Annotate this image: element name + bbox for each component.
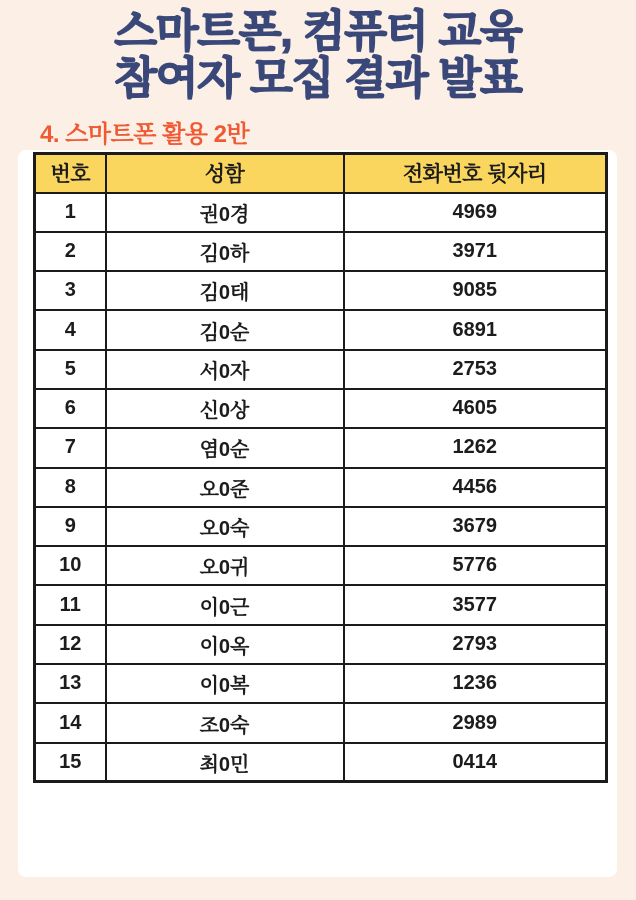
row-number-cell: 1 [35, 193, 106, 232]
name-cell: 김0태 [106, 271, 344, 310]
phone-cell: 0414 [344, 743, 607, 782]
name-cell: 오0준 [106, 468, 344, 507]
table-panel [18, 150, 617, 877]
name-cell: 오0귀 [106, 546, 344, 585]
row-number-cell: 11 [35, 585, 106, 624]
table-row [35, 350, 607, 389]
phone-cell: 1236 [344, 664, 607, 703]
table-body [35, 193, 607, 782]
name-cell: 신0상 [106, 389, 344, 428]
row-number-cell: 15 [35, 743, 106, 782]
name-cell: 이0근 [106, 585, 344, 624]
row-number-cell: 8 [35, 468, 106, 507]
name-cell: 김0순 [106, 310, 344, 349]
table-row [35, 664, 607, 703]
phone-cell: 9085 [344, 271, 607, 310]
phone-cell: 1262 [344, 428, 607, 467]
name-cell: 이0복 [106, 664, 344, 703]
row-number-cell: 3 [35, 271, 106, 310]
name-cell: 김0하 [106, 232, 344, 271]
column-header-name: 성함 [106, 154, 344, 193]
row-number-cell: 9 [35, 507, 106, 546]
phone-cell: 3971 [344, 232, 607, 271]
phone-cell: 3577 [344, 585, 607, 624]
row-number-cell: 7 [35, 428, 106, 467]
table-row [35, 389, 607, 428]
table-row [35, 310, 607, 349]
row-number-cell: 6 [35, 389, 106, 428]
column-header-number: 번호 [35, 154, 106, 193]
page-title-line-2: 참여자 모집 결과 발표 [114, 54, 522, 103]
phone-cell: 6891 [344, 310, 607, 349]
table-row [35, 743, 607, 782]
phone-cell: 2793 [344, 625, 607, 664]
table-row [35, 468, 607, 507]
phone-cell: 4605 [344, 389, 607, 428]
row-number-cell: 4 [35, 310, 106, 349]
name-cell: 염0순 [106, 428, 344, 467]
page-title-line-1: 스마트폰, 컴퓨터 교육 [114, 7, 522, 56]
section-heading: 4. 스마트폰 활용 2반 [40, 121, 250, 148]
name-cell: 오0숙 [106, 507, 344, 546]
page-title [0, 8, 636, 102]
table-row [35, 507, 607, 546]
name-cell: 최0민 [106, 743, 344, 782]
table-row [35, 271, 607, 310]
name-cell: 권0경 [106, 193, 344, 232]
row-number-cell: 5 [35, 350, 106, 389]
table-row [35, 193, 607, 232]
table-row [35, 232, 607, 271]
name-cell: 조0숙 [106, 703, 344, 742]
row-number-cell: 14 [35, 703, 106, 742]
phone-cell: 4969 [344, 193, 607, 232]
table-row [35, 585, 607, 624]
column-header-phone: 전화번호 뒷자리 [344, 154, 607, 193]
phone-cell: 5776 [344, 546, 607, 585]
table-header-row [35, 154, 607, 193]
name-cell: 이0옥 [106, 625, 344, 664]
table-row [35, 428, 607, 467]
phone-cell: 2753 [344, 350, 607, 389]
table-row [35, 625, 607, 664]
phone-cell: 3679 [344, 507, 607, 546]
row-number-cell: 12 [35, 625, 106, 664]
phone-cell: 2989 [344, 703, 607, 742]
row-number-cell: 2 [35, 232, 106, 271]
name-cell: 서0자 [106, 350, 344, 389]
roster-table [33, 152, 608, 783]
table-row [35, 546, 607, 585]
phone-cell: 4456 [344, 468, 607, 507]
row-number-cell: 13 [35, 664, 106, 703]
table-row [35, 703, 607, 742]
row-number-cell: 10 [35, 546, 106, 585]
